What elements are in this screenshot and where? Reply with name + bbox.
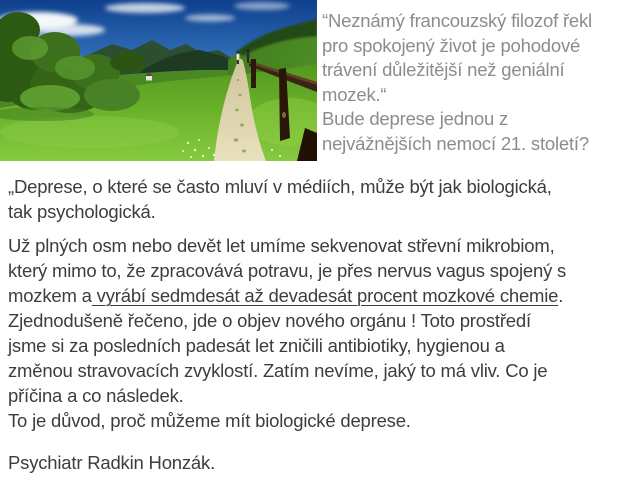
quote-line: pro spokojený život je pohodové <box>322 34 581 56</box>
underlined-text-line <box>8 283 614 308</box>
text-line: jsme si za posledních padesát let zničili antibiotiky, hygienou a <box>8 335 505 356</box>
quote-line: trávení důležitější než geniální <box>322 59 565 81</box>
text-line: příčina a co následek. <box>8 385 184 406</box>
quote-question-line: Bude deprese jednou z <box>322 108 509 130</box>
paragraph-main <box>8 233 614 433</box>
body-text <box>8 174 614 475</box>
underlined-phrase: vyrábí sedmdesát až devadesát procent mozkové chemie <box>91 285 559 306</box>
text-line: Už plných osm nebo devět let umíme sekvenovat střevní mikrobiom, <box>8 235 555 256</box>
quote-block <box>322 9 614 157</box>
text-segment: . <box>558 285 564 306</box>
text-line: změnou stravovacích zvyklostí. Zatím nevíme, jaký to má vliv. Co je <box>8 360 548 381</box>
landscape-photo <box>0 0 317 161</box>
text-segment: mozkem a <box>8 285 92 306</box>
text-line: Zjednodušeně řečeno, jde o objev nového orgánu ! Toto prostředí <box>8 310 531 331</box>
signature: Psychiatr Radkin Honzák. <box>8 452 216 473</box>
text-line: tak psychologická. <box>8 201 156 222</box>
text-line: „Deprese, o které se často mluví v médiích, může být jak biologická, <box>8 176 552 197</box>
quote-question-line: nejvážnějších nemocí 21. století? <box>322 132 589 154</box>
text-line: který mimo to, že zpracovává potravu, je přes nervus vagus spojený s <box>8 260 567 281</box>
quote-line: mozek.“ <box>322 83 387 105</box>
landscape-photo-graphic <box>0 0 317 161</box>
text-line: To je důvod, proč můžeme mít biologické deprese. <box>8 410 411 431</box>
paragraph-intro <box>8 174 614 224</box>
quote-line: “Neznámý francouzský filozof řekl <box>322 10 592 31</box>
